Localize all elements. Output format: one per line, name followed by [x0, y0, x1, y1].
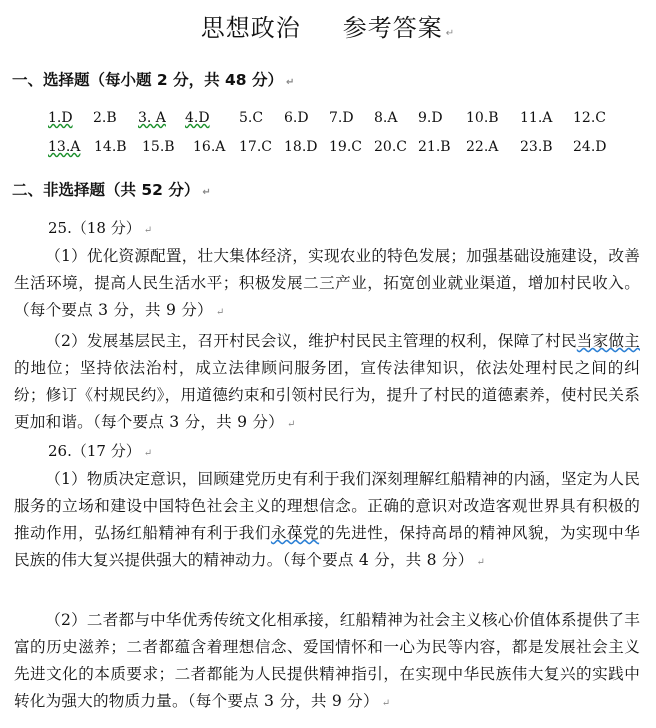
answer-17: 17.C	[239, 139, 272, 155]
answer-21: 21.B	[418, 139, 451, 155]
question-26-part2: （2）二者都与中华优秀传统文化相承接，红船精神为社会主义核心价值体系提供了丰富的历史滋养；二者都蕴含着理想信念、爱国情怀和一心为民等内容，都是发展社会主义先进文化的本质要求；二者都能为人民提供精神指引，在实现中华民族伟大复兴的实践中转化为强大的物质力量。（每个要点 3 分，共 9 分） ↵	[14, 611, 640, 710]
answer-23: 23.B	[520, 139, 553, 155]
answer-1: 1.D	[48, 110, 73, 126]
answer-15: 15.B	[142, 139, 175, 155]
question-25-label-text: 25.（18 分）	[48, 219, 141, 237]
answer-16: 16.A	[193, 139, 226, 155]
section-heading-choice-text: 一、选择题（每小题 2 分，共 48 分）	[12, 71, 283, 89]
answer-11: 11.A	[520, 110, 553, 126]
question-26-part2-text: （2）二者都与中华优秀传统文化相承接，红船精神为社会主义核心价值体系提供了丰富的历史滋养；二者都蕴含着理想信念、爱国情怀和一心为民等内容，都是发展社会主义先进文化的本质要求；二者都能为人民提供精神指引，在实现中华民族伟大复兴的实践中转化为强大的物质力量。（每个要点 3 分，共 9 分）	[14, 611, 640, 710]
answer-20: 20.C	[374, 139, 407, 155]
page-title	[0, 8, 656, 43]
answer-8: 8.A	[374, 110, 398, 126]
section-heading-nonchoice: 二、非选择题（共 52 分） ↵	[12, 181, 211, 199]
answer-7: 7.D	[329, 110, 354, 126]
subject-title: 思想政治	[200, 14, 301, 42]
answer-18: 18.D	[284, 139, 318, 155]
answer-19: 19.C	[329, 139, 362, 155]
question-26-part1-text-b: 的先进性，保持高昂的精神风貌，为实现中华民族的伟大复兴提供强大的精神动力。（每个要点 4 分，共 8 分）	[14, 524, 640, 569]
question-26-label-text: 26.（17 分）	[48, 442, 141, 460]
question-25-label: 25.（18 分） ↵	[48, 219, 153, 237]
answer-12: 12.C	[573, 110, 606, 126]
question-26-part1-text-a: （1）物质决定意识，回顾建党历史有利于我们深刻理解红船精神的内涵，坚定为人民服务的立场和建设中国特色社会主义的理想信念。正确的意识对改造客观世界具有积极的推动作用，弘扬红船精神有利于我们	[14, 470, 640, 542]
answer-22: 22.A	[466, 139, 499, 155]
answer-24: 24.D	[573, 139, 607, 155]
question-26-label: 26.（17 分） ↵	[48, 442, 153, 460]
answer-10: 10.B	[466, 110, 499, 126]
paragraph-mark: ↵	[445, 28, 456, 39]
question-25-part2-text-b: 的地位；坚持依法治村，成立法律顾问服务团，宣传法律知识，依法处理村民之间的纠纷；修订《村规民约》，用道德约束和引领村民行为，提升了村民的道德素养，使村民关系更加和谐。（每个要点 3 分，共 9 分）	[14, 359, 640, 431]
answer-4: 4.D	[185, 110, 210, 126]
question-26-part1-underlined: 永葆党	[270, 524, 320, 542]
answer-5: 5.C	[239, 110, 264, 126]
answer-13: 13.A	[48, 139, 81, 155]
question-25-part2-text-a: （2）发展基层民主，召开村民会议，维护村民民主管理的权利，保障了村民	[45, 332, 577, 350]
answer-14: 14.B	[94, 139, 127, 155]
doc-type-title: 参考答案	[342, 14, 443, 42]
question-25-part2-underlined: 当家做主	[576, 332, 640, 350]
answer-6: 6.D	[284, 110, 309, 126]
question-25-part1-text: （1）优化资源配置，壮大集体经济，实现农业的特色发展；加强基础设施建设，改善生活环境，提高人民生活水平；积极发展二三产业，拓宽创业就业渠道，增加村民收入。（每个要点 3 分，共 9 分）	[14, 247, 640, 319]
section-heading-nonchoice-text: 二、非选择题（共 52 分）	[12, 181, 200, 199]
answer-3: 3. A	[138, 110, 166, 126]
answer-9: 9.D	[418, 110, 443, 126]
question-25-part1: （1）优化资源配置，壮大集体经济，实现农业的特色发展；加强基础设施建设，改善生活环境，提高人民生活水平；积极发展二三产业，拓宽创业就业渠道，增加村民收入。（每个要点 3 分，共 9 分） ↵	[14, 247, 640, 319]
question-25-part2: （2）发展基层民主，召开村民会议，维护村民民主管理的权利，保障了村民当家做主的地位；坚持依法治村，成立法律顾问服务团，宣传法律知识，依法处理村民之间的纠纷；修订《村规民约》，用道德约束和引领村民行为，提升了村民的道德素养，使村民关系更加和谐。（每个要点 3 分，共 9 分） ↵	[14, 332, 640, 431]
section-heading-choice: 一、选择题（每小题 2 分，共 48 分） ↵	[12, 71, 295, 89]
answer-2: 2.B	[93, 110, 117, 126]
question-26-part1: （1）物质决定意识，回顾建党历史有利于我们深刻理解红船精神的内涵，坚定为人民服务的立场和建设中国特色社会主义的理想信念。正确的意识对改造客观世界具有积极的推动作用，弘扬红船精神有利于我们永葆党的先进性，保持高昂的精神风貌，为实现中华民族的伟大复兴提供强大的精神动力。（每个要点 4 分，共 8 分） ↵	[14, 470, 640, 569]
